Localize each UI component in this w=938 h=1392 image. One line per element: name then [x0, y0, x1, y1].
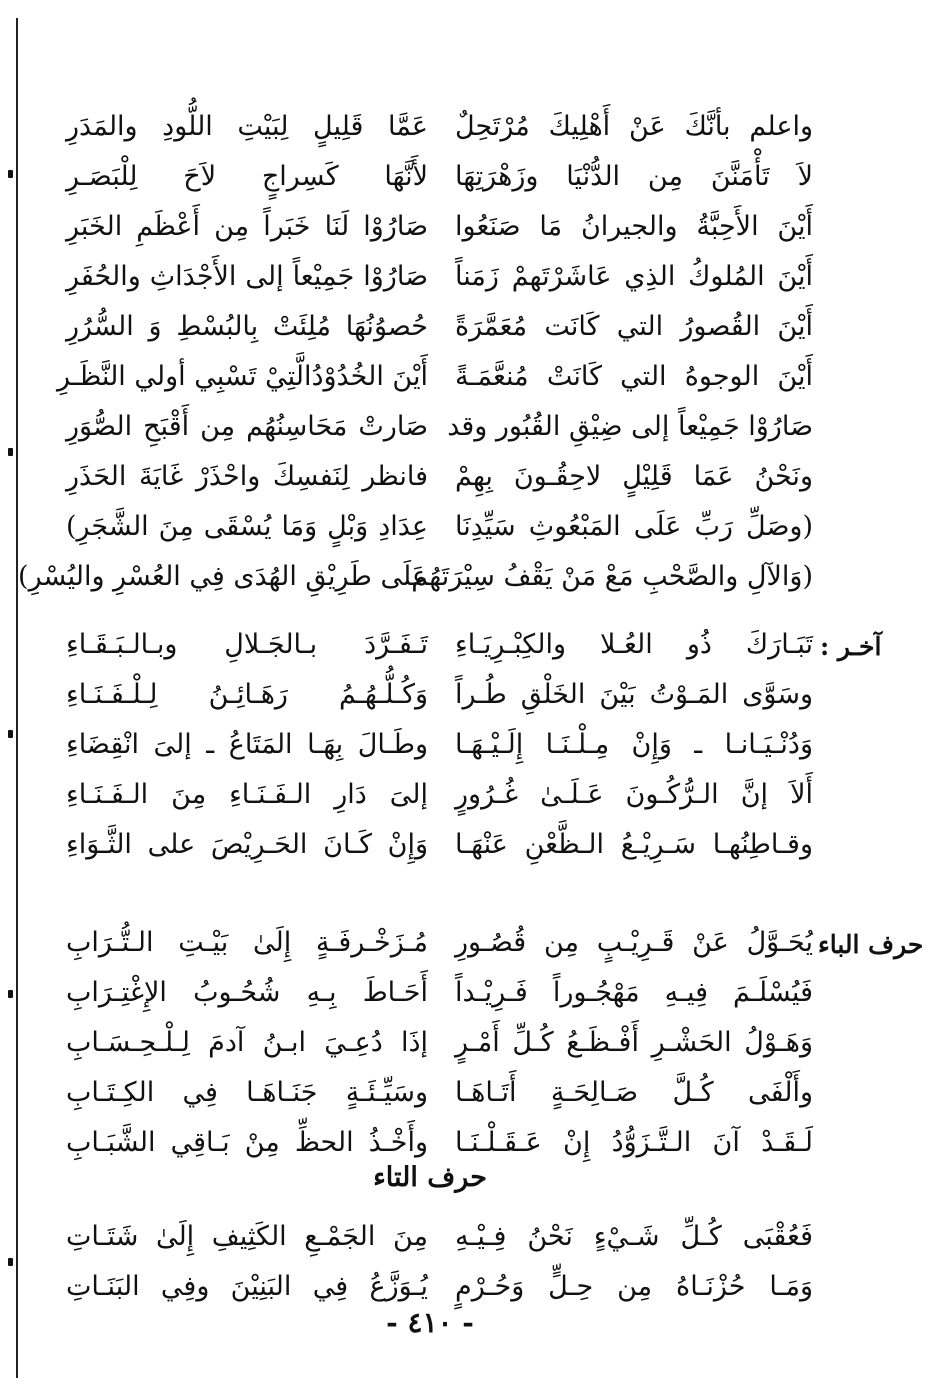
verse-first-hemistich: أَلاَ إنَّ الـرُّكُـونَ عَـلَـىٰ غُـرُورٍ [455, 779, 813, 810]
verse-first-hemistich: أَيْنَ القُصورُ التي كَانَت مُعَمَّرَةً [455, 311, 813, 342]
verse-second-hemistich: وَإِنْ كَـانَ الحَـرِيْصَ على الثَّـوَاءِ [66, 829, 428, 860]
section-heading-harf-ta: حرف التاء [373, 1162, 487, 1193]
verse-first-hemistich: وَهَـوْلُ الحَشْـرِ أَفْـظَـعُ كُـلِّ أَمْـرٍ [455, 1027, 813, 1058]
verse-first-hemistich: فَعُقْبَى كُـلِّ شَـيْءٍ نَحْنُ فِـيْـهِ [455, 1221, 813, 1252]
verse-second-hemistich: إذَا دُعِـيَ ابـنُ آدمَ لِـلْـحِـسَـابِ [66, 1027, 428, 1058]
verse-second-hemistich: حُصوُنُهَا مُلِئَتْ بِالبُسْطِ وَ السُّرُرِ [66, 311, 428, 342]
verse-first-hemistich: واعلم بأنَّكَ عَنْ أَهْلِيكَ مُرْتَحِلٌ [455, 111, 813, 142]
verse-second-hemistich: صَارُوْا جَمِيْعاً إلى الأَجْدَاثِ والحُفَرِ [66, 261, 428, 292]
margin-mark [8, 448, 13, 456]
verse-first-hemistich: فَيُسْلَـمَ فِيـهِ مَهْجُـوراً فَـرِيْـداً [455, 977, 813, 1008]
verse-first-hemistich: لاَ تَأْمَنَّنَ مِن الدُّنْيَا وزَهْرَتِهَا [455, 161, 813, 192]
verse-second-hemistich: مُـزَخْـرفَـةٍ إِلَىٰ بَيْـتِ الـتُّـرَابِ [66, 927, 428, 958]
verse-second-hemistich: تَـفَـرَّدَ بـالجَـلالِ وبـالـبَـقَـاءِ [66, 629, 428, 660]
verse-first-hemistich: أَيْنَ الأَحِبَّةُ والجيرانُ مَا صَنَعُوا [455, 211, 813, 242]
section-label-harf-ba: حرف الباء [818, 930, 924, 959]
verse-first-hemistich: تَبَـارَكَ ذُو العُـلا والكِبْـرِيَـاءِ [455, 629, 813, 660]
verse-first-hemistich: يُحَـوَّلُ عَنْ قَـرِيْـبٍ مِن قُصُـورِ [455, 927, 813, 958]
verse-second-hemistich: وأَخْـذُ الحظِّ مِنْ بَـاقِي الشَّبَـابِ [66, 1127, 428, 1158]
verse-second-hemistich: صَارُوْا لَنَا خَبَراً مِن أَعْظَمِ الخَبَرِ [66, 211, 428, 242]
verse-second-hemistich: عَمَّا قَلِيلٍ لِبَيْتِ اللُّودِ والمَدَرِ [66, 111, 428, 142]
verse-first-hemistich: (وصَلِّ رَبِّ عَلَى المَبْعُوثِ سَيِّدِنَا [455, 511, 813, 542]
verse-second-hemistich: أَحَـاطَ بِـهِ شُحُـوبُ الإِغْتِـرَابِ [66, 977, 428, 1008]
verse-second-hemistich: وَكُـلُّـهُـمُ رَهَـائِـنُ لِـلْـفَـنَـاءِ [66, 679, 428, 710]
verse-first-hemistich: أَيْنَ الوجوهُ التي كَانَتْ مُنعَّمَـةً [455, 361, 813, 392]
verse-first-hemistich: وأَلْفَى كُـلَّ صَـالِحَـةٍ أَتَـاهَـا [455, 1077, 813, 1108]
verse-second-hemistich: يُـوَزَّعُ فِي البَنِيْنَ وفِي البَنَـاتِ [66, 1271, 428, 1302]
page-left-border [16, 18, 18, 1378]
verse-second-hemistich: لأَنَّهَا كَسِراجٍ لاَحَ لِلْبَصَـرِ [66, 161, 428, 192]
verse-second-hemistich: وسَيِّـئَـةٍ جَنَـاهَـا فِي الكِـتَـابِ [66, 1077, 428, 1108]
verse-first-hemistich: وسَوَّى المَـوْتُ بَيْنَ الخَلْقِ طُـراً [455, 679, 813, 710]
margin-mark [8, 170, 13, 178]
verse-first-hemistich: وقـاطِنُهـا سَـرِيْـعُ الـظَّعْنِ عَنْهَـا [455, 829, 813, 860]
verse-first-hemistich: وَدُنْـيَـانـا ـ وَإِنْ مِـلْـنَـا إِلَـيْـهَـا [455, 729, 813, 760]
verse-first-hemistich: (وَالآلِ والصَّحْبِ مَعْ مَنْ يَقْفُ سِيْرَتَهُم [411, 561, 813, 592]
verse-second-hemistich: فانظر لِنَفسِكَ واحْذَرْ غَايَةَ الحَذَرِ [66, 461, 428, 492]
verse-second-hemistich: إلىَ دَارِ الـفَـنَـاءِ مِنَ الـفَـنَـاءِ [66, 779, 428, 810]
verse-first-hemistich: وَمَـا حُزْنَـاهُ مِن حِـلٍّ وَحُـرْمٍ [455, 1271, 813, 1302]
page-number: - ٤١٠ - [386, 1306, 474, 1339]
verse-first-hemistich: صَارُوْا جَمِيْعاً إلى ضِيْقِ القُبُور وقد [447, 411, 813, 442]
margin-mark [8, 990, 13, 998]
verse-first-hemistich: أَيْنَ المُلوكُ الذِي عَاشَرْتَهمْ زَمَناً [455, 261, 813, 292]
margin-mark [8, 730, 13, 738]
verse-second-hemistich: أَيْنَ الخُدُوْدُالَّتِيْ تَسْبِي أولي النَّظَـرِ [56, 361, 428, 392]
verse-second-hemistich: وطَـالَ بِهَـا المَتَاعُ ـ إلىَ انْقِضَاءِ [66, 729, 428, 760]
verse-second-hemistich: عِدَادِ وَبْلٍ وَمَا يُسْقَى مِنَ الشَّجَرِ) [66, 511, 428, 542]
margin-mark [8, 1258, 13, 1266]
section-label-akhar: آخـر : [820, 632, 882, 661]
verse-first-hemistich: ونَحْنُ عَمَا قَلِيْلٍ لاحِقُـونَ بِهِمْ [455, 461, 813, 492]
verse-second-hemistich: عَلَى طَرِيْقِ الهُدَى فِي العُسْرِ واليُسْرِ) [18, 561, 428, 592]
verse-second-hemistich: مِنَ الجَمْـعِ الكَثِيفِ إِلَىٰ شَتَـاتِ [66, 1221, 428, 1252]
verse-first-hemistich: لَـقَـدْ آنَ الـتَّـزَوُّدُ إِنْ عَـقَـلْـنَـا [455, 1127, 813, 1158]
verse-second-hemistich: صَارتْ مَحَاسِنُهُم مِن أَقْبَحِ الصُّوَرِ [66, 411, 428, 442]
